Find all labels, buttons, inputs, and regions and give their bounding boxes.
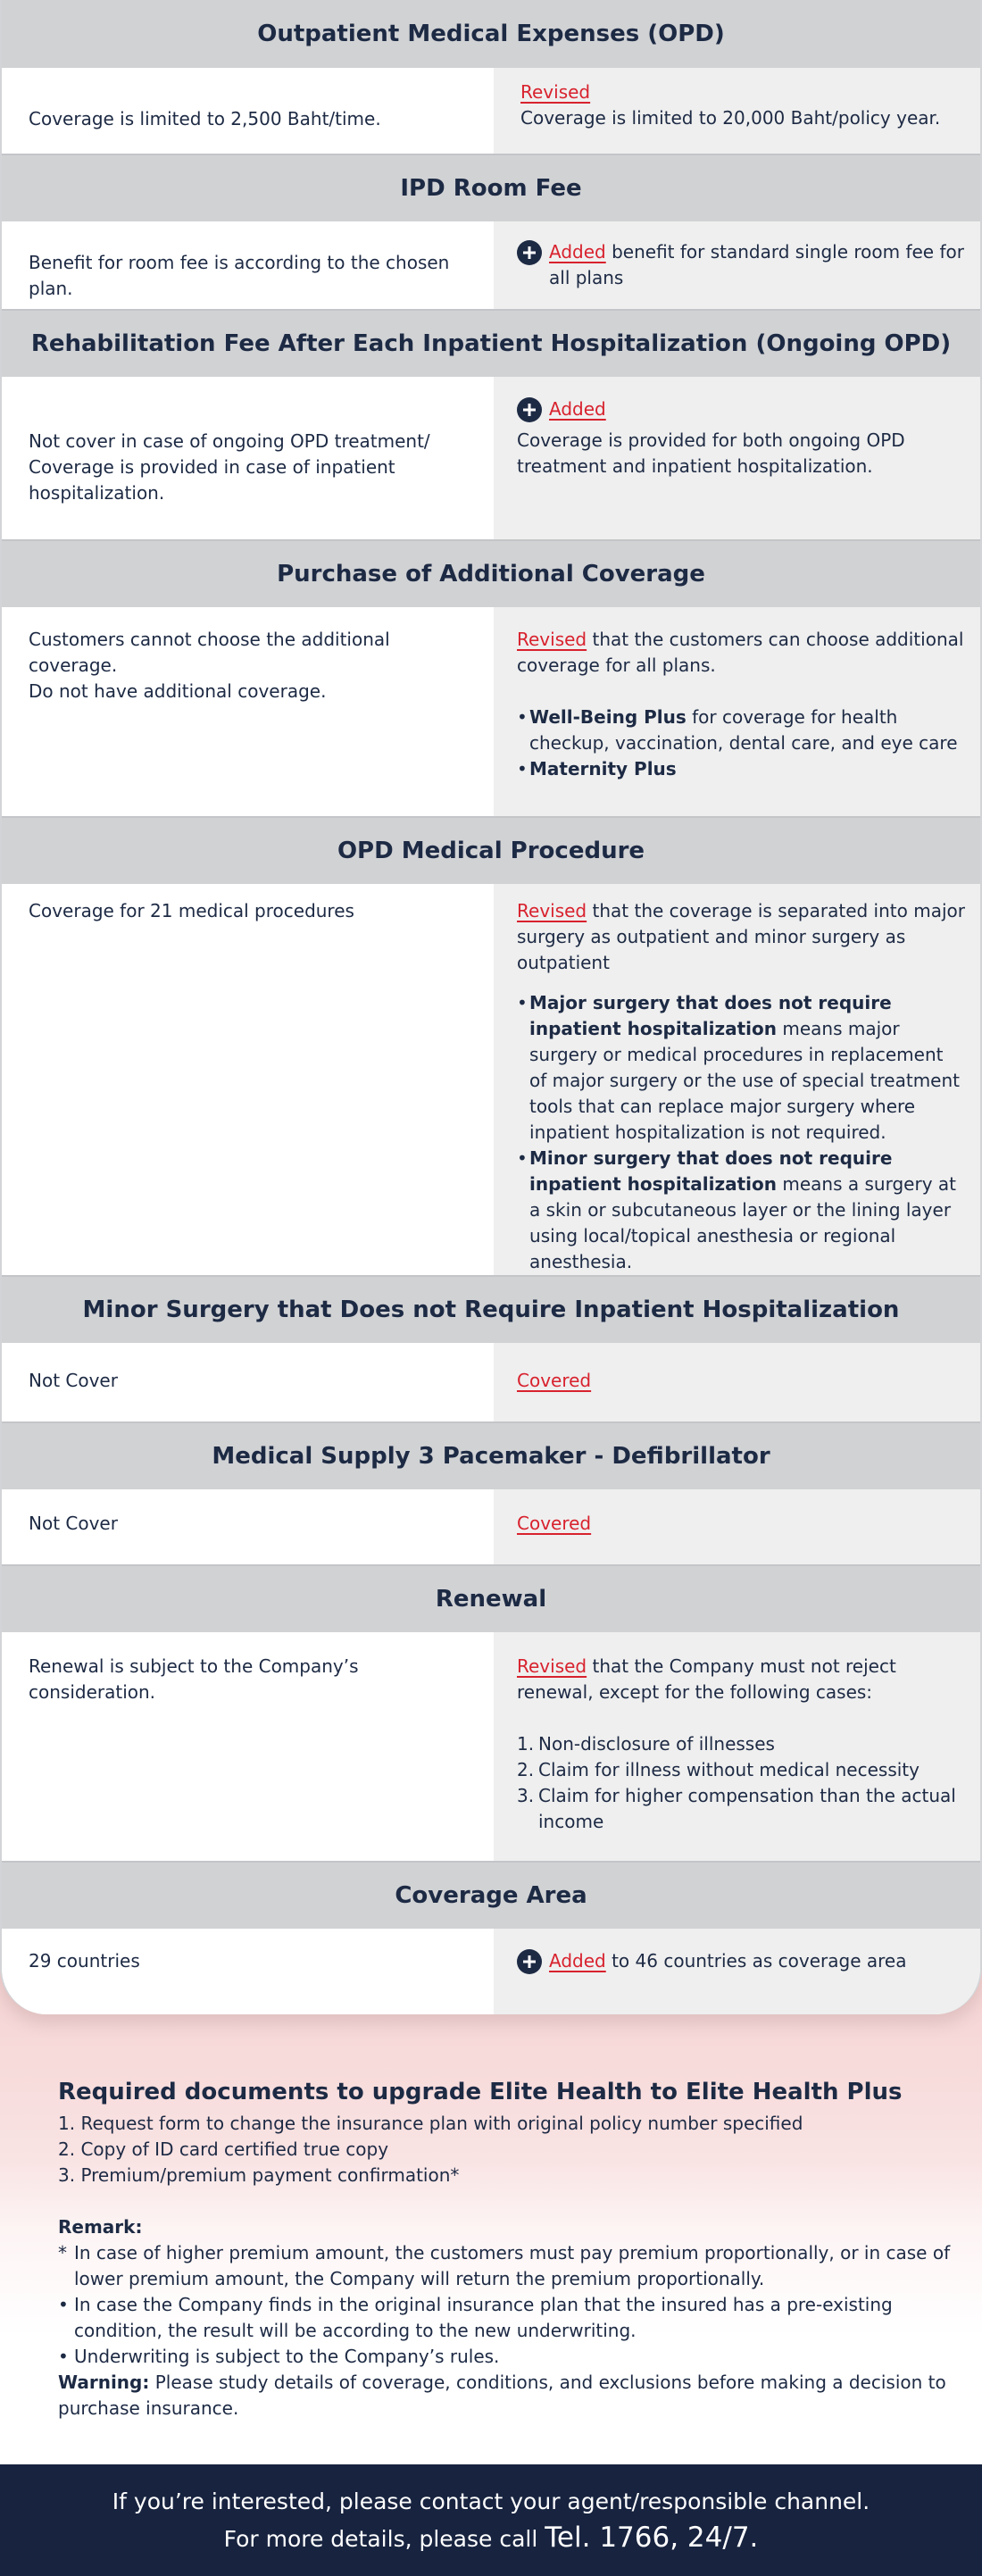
old-coverage-text: Not cover in case of ongoing OPD treatment/ Coverage is provided in case of inpatient hospitalization. bbox=[29, 430, 430, 504]
comparison-row-renewal bbox=[2, 1632, 980, 1861]
old-coverage-minor-surgery bbox=[2, 1343, 494, 1421]
old-coverage-pacemaker bbox=[2, 1489, 494, 1564]
list-item-title: Maternity Plus bbox=[529, 758, 677, 779]
phone-number: Tel. 1766, 24/7. bbox=[545, 2521, 759, 2554]
new-coverage-room-fee bbox=[494, 221, 980, 309]
old-coverage-area bbox=[2, 1929, 494, 2014]
comparison-row-medical-procedure bbox=[2, 884, 980, 1275]
plus-circle-icon bbox=[517, 240, 542, 265]
old-coverage-room-fee bbox=[2, 221, 494, 309]
bullet-icon: • bbox=[517, 758, 528, 779]
new-coverage-additional bbox=[494, 607, 980, 816]
section-title-rehabilitation: Rehabilitation Fee After Each Inpatient Hospitalization (Ongoing OPD) bbox=[2, 309, 980, 377]
section-title-minor-surgery: Minor Surgery that Does not Require Inpatient Hospitalization bbox=[2, 1275, 980, 1343]
list-item-number: 1. bbox=[517, 1733, 535, 1755]
old-coverage-renewal bbox=[2, 1632, 494, 1861]
plus-circle-icon bbox=[517, 397, 542, 422]
list-item bbox=[517, 756, 971, 782]
list-item-text: means a surgery at a skin or subcutaneous layer or the lining layer using local/topical anesthesia or regional anesthesia. bbox=[529, 1173, 956, 1272]
new-coverage-text: benefit for standard single room fee for all plans bbox=[549, 241, 964, 288]
comparison-row-pacemaker bbox=[2, 1489, 980, 1564]
bullet-icon: • bbox=[517, 706, 528, 728]
revised-tag: Revised bbox=[517, 900, 587, 921]
list-item-number: 2. bbox=[517, 1759, 535, 1780]
added-tag: Added bbox=[549, 241, 606, 263]
old-coverage-text: Do not have additional coverage. bbox=[29, 680, 327, 702]
added-line bbox=[517, 1948, 971, 1974]
section-title-renewal: Renewal bbox=[2, 1564, 980, 1632]
document-item: 3. Premium/premium payment confirmation* bbox=[58, 2164, 460, 2186]
warning-note bbox=[58, 2370, 962, 2422]
list-item bbox=[517, 1757, 971, 1783]
warning-label: Warning: bbox=[58, 2372, 150, 2393]
remark-item bbox=[58, 2292, 962, 2344]
new-coverage-text: that the customers can choose additional coverage for all plans. bbox=[517, 629, 964, 676]
comparison-row-rehabilitation bbox=[2, 377, 980, 539]
section-title-pacemaker: Medical Supply 3 Pacemaker - Defibrillator bbox=[2, 1421, 980, 1489]
new-coverage-text: Coverage is limited to 20,000 Baht/policy year. bbox=[520, 107, 941, 129]
old-coverage-text: Not Cover bbox=[29, 1370, 118, 1391]
added-line bbox=[517, 396, 945, 422]
new-coverage-text: Coverage is provided for both ongoing OPD treatment and inpatient hospitalization. bbox=[517, 429, 905, 477]
covered-tag: Covered bbox=[517, 1513, 592, 1534]
new-coverage-area bbox=[494, 1929, 980, 2014]
comparison-row-opd bbox=[2, 68, 980, 154]
remark-item bbox=[58, 2344, 962, 2370]
new-coverage-rehabilitation bbox=[494, 377, 980, 539]
comparison-row-coverage-area bbox=[2, 1929, 980, 2014]
document-item: 1. Request form to change the insurance plan with original policy number specified bbox=[58, 2113, 803, 2134]
warning-text: Please study details of coverage, conditions, and exclusions before making a decision to purchase insurance. bbox=[58, 2372, 946, 2419]
document-item: 2. Copy of ID card certified true copy bbox=[58, 2138, 389, 2160]
list-item-title: Well-Being Plus bbox=[529, 706, 687, 728]
new-coverage-text: that the Company must not reject renewal, except for the following cases: bbox=[517, 1655, 896, 1703]
old-coverage-additional bbox=[2, 607, 494, 816]
covered-tag: Covered bbox=[517, 1370, 592, 1391]
old-coverage-text: Customers cannot choose the additional coverage. bbox=[29, 629, 390, 676]
added-line bbox=[517, 239, 971, 291]
bullet-icon: • bbox=[517, 992, 528, 1013]
comparison-row-minor-surgery bbox=[2, 1343, 980, 1421]
old-coverage-text: Renewal is subject to the Company’s consideration. bbox=[29, 1655, 359, 1703]
old-coverage-text: Not Cover bbox=[29, 1513, 118, 1534]
remark-text: Underwriting is subject to the Company’s rules. bbox=[74, 2346, 500, 2367]
remark-label: Remark: bbox=[58, 2216, 143, 2238]
section-title-coverage-area: Coverage Area bbox=[2, 1861, 980, 1929]
old-coverage-text: 29 countries bbox=[29, 1950, 140, 1972]
asterisk-icon: * bbox=[58, 2242, 67, 2263]
bullet-icon: • bbox=[58, 2346, 69, 2367]
new-coverage-minor-surgery bbox=[494, 1343, 980, 1421]
revised-tag: Revised bbox=[517, 629, 587, 650]
list-item-text: Non-disclosure of illnesses bbox=[538, 1733, 775, 1755]
new-coverage-opd bbox=[494, 68, 980, 154]
new-coverage-pacemaker bbox=[494, 1489, 980, 1564]
list-item-title: Minor surgery that does not require inpatient hospitalization bbox=[529, 1147, 893, 1195]
new-coverage-text: that the coverage is separated into major surgery as outpatient and minor surgery as outpatient bbox=[517, 900, 965, 973]
section-title-opd: Outpatient Medical Expenses (OPD) bbox=[2, 0, 980, 68]
section-title-room-fee: IPD Room Fee bbox=[2, 154, 980, 221]
contact-footer bbox=[0, 2464, 982, 2576]
plus-circle-icon bbox=[517, 1949, 542, 1974]
bullet-icon: • bbox=[517, 1147, 528, 1169]
added-tag: Added bbox=[549, 398, 606, 420]
list-item bbox=[517, 1783, 971, 1835]
required-documents bbox=[0, 1961, 982, 2464]
remark-item bbox=[58, 2240, 962, 2292]
documents-title: Required documents to upgrade Elite Health to Elite Health Plus bbox=[58, 2079, 903, 2105]
old-coverage-text: Coverage is limited to 2,500 Baht/time. bbox=[29, 108, 381, 129]
old-coverage-text: Coverage for 21 medical procedures bbox=[29, 900, 354, 921]
section-title-additional-coverage: Purchase of Additional Coverage bbox=[2, 539, 980, 607]
old-coverage-text: Benefit for room fee is according to the chosen plan. bbox=[29, 252, 450, 299]
section-title-medical-procedure: OPD Medical Procedure bbox=[2, 816, 980, 884]
remark-text: In case the Company finds in the original insurance plan that the insured has a pre-existing condition, the result will be according to the new underwriting. bbox=[74, 2294, 893, 2341]
list-item-text: Claim for illness without medical necessity bbox=[538, 1759, 920, 1780]
old-coverage-rehabilitation bbox=[2, 377, 494, 539]
list-item-text: for coverage for health checkup, vaccination, dental care, and eye care bbox=[529, 706, 958, 754]
added-tag: Added bbox=[549, 1950, 606, 1972]
bullet-icon: • bbox=[58, 2294, 69, 2315]
comparison-row-room-fee bbox=[2, 221, 980, 309]
comparison-row-additional-coverage bbox=[2, 607, 980, 816]
list-item bbox=[517, 990, 973, 1146]
list-item-text: Claim for higher compensation than the actual income bbox=[538, 1785, 956, 1832]
old-coverage-procedure bbox=[2, 884, 494, 1275]
new-coverage-procedure bbox=[494, 884, 980, 1275]
new-coverage-renewal bbox=[494, 1632, 980, 1861]
details-line: For more details, please call bbox=[223, 2525, 545, 2552]
list-item-text: means major surgery or medical procedures in replacement of major surgery or the use of special treatment tools that can replace major surgery where inpatient hospitalization is not required. bbox=[529, 1018, 961, 1143]
remark-text: In case of higher premium amount, the customers must pay premium proportionally, or in case of lower premium amount, the Company will return the premium proportionally. bbox=[74, 2242, 951, 2289]
old-coverage-opd bbox=[2, 68, 494, 154]
contact-line: If you’re interested, please contact your agent/responsible channel. bbox=[112, 2488, 870, 2514]
list-item bbox=[517, 1731, 971, 1757]
list-item bbox=[517, 1146, 973, 1275]
list-item-number: 3. bbox=[517, 1785, 535, 1806]
new-coverage-text: to 46 countries as coverage area bbox=[605, 1950, 907, 1972]
revised-tag: Revised bbox=[520, 81, 591, 103]
revised-tag: Revised bbox=[517, 1655, 587, 1677]
list-item-title: Major surgery that does not require inpatient hospitalization bbox=[529, 992, 892, 1039]
list-item bbox=[517, 704, 971, 756]
